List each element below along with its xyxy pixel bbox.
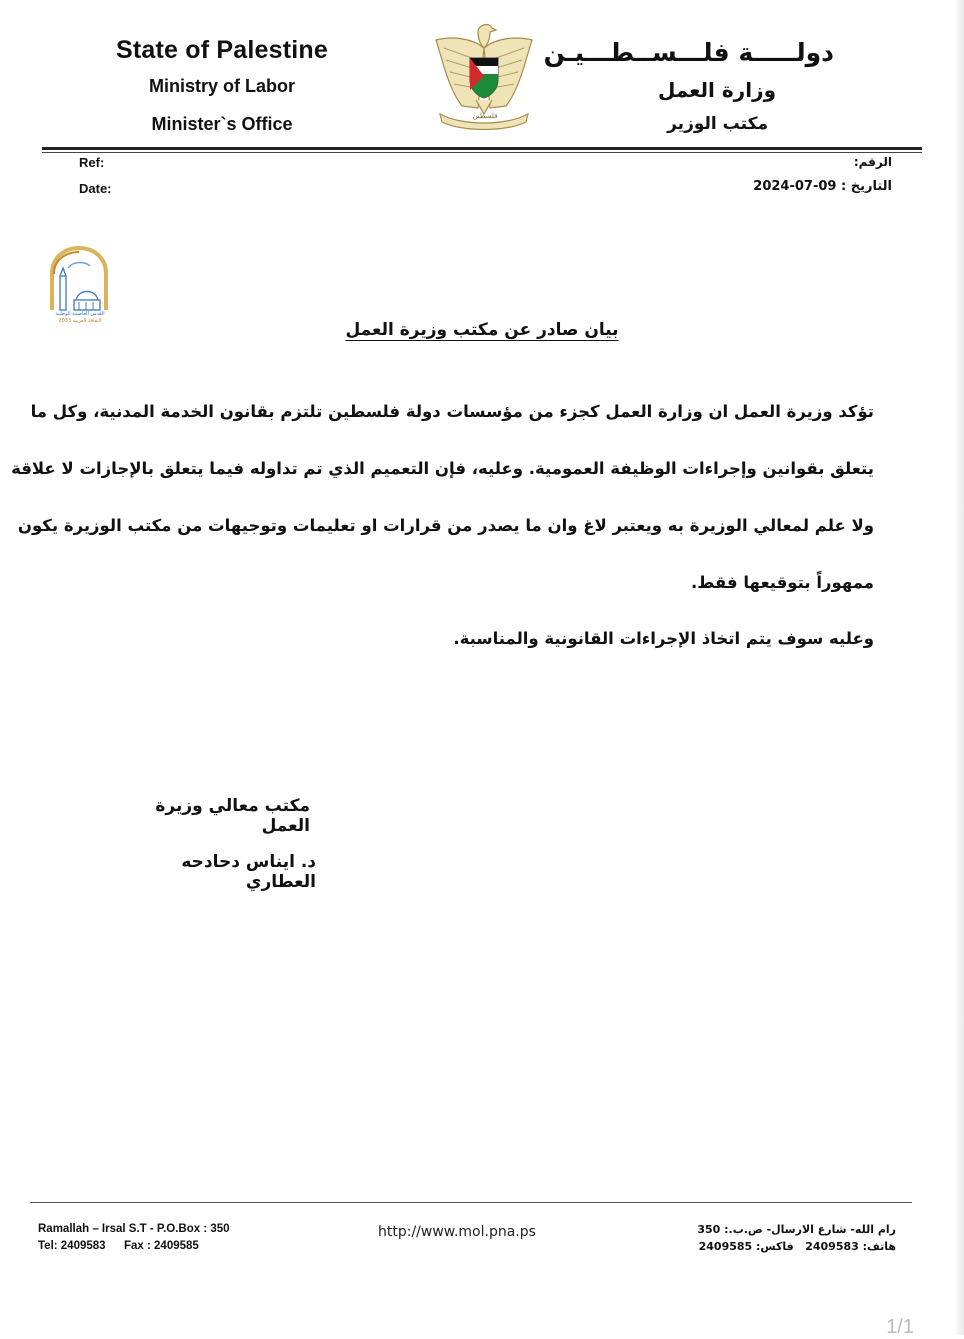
logo-caption-line2: الثقافة العربية 2033 [58, 318, 102, 324]
footer-en-tel: Tel: 2409583 [38, 1240, 106, 1252]
body-line-1: تؤكد وزيرة العمل ان وزارة العمل كجزء من مؤسسات دولة فلسطين تلتزم بقانون الخدمة المدنية، وكل ما [30, 402, 874, 421]
en-state-title: State of Palestine [116, 36, 328, 64]
signature-office: مكتب معالي وزيرة العمل [155, 796, 310, 836]
footer-website-link[interactable]: http://www.mol.pna.ps [378, 1224, 536, 1240]
body-line-3: ولا علم لمعالي الوزيرة به ويعتبر لاغ وان ما يصدر من قرارات او تعليمات وتوجيهات من مكتب الوزيرة يكون [17, 516, 874, 535]
logo-caption-line1: القدس العاصمة الوطنية [55, 311, 105, 317]
body-line-5: وعليه سوف يتم اتخاذ الإجراءات القانونية والمناسبة. [453, 629, 874, 648]
footer-ar-phone: هاتف: 2409583 فاكس: 2409585 [698, 1240, 896, 1253]
ar-ministry-name: وزارة العمل [658, 78, 776, 102]
footer-ar-address: رام الله- شارع الارسال- ص.ب.: 350 [697, 1223, 896, 1236]
footer-en-fax: Fax : 2409585 [124, 1240, 199, 1252]
ar-state-title: دولـــــة فلـــســطـــيـن [543, 38, 834, 67]
ar-ref-label: الرقم: [853, 155, 892, 169]
ref-label: Ref: [79, 155, 105, 170]
viewer-page-edge [954, 0, 964, 1335]
emblem-scroll-text: فلسطين [472, 112, 498, 120]
footer-en-address: Ramallah – Irsal S.T - P.O.Box : 350 [38, 1223, 230, 1235]
signature-name: د. ايناس دحادحه العطاري [181, 852, 316, 892]
date-label: Date: [79, 181, 112, 196]
body-line-2: يتعلق بقوانين وإجراءات الوظيفة العمومية. وعليه، فإن التعميم الذي تم تداوله فيما يتعلق بالإجازات لا علاقة [11, 459, 874, 478]
ar-date: التاريخ : 09-07-2024 [753, 179, 892, 194]
footer-divider [30, 1202, 912, 1203]
body-line-4: ممهوراً بتوقيعها فقط. [691, 573, 874, 592]
page-indicator: 1/1 [886, 1316, 914, 1338]
header-divider-thick [42, 147, 922, 150]
en-ministry-name: Ministry of Labor [148, 76, 295, 96]
header-divider-thin [42, 152, 922, 153]
en-office-name: Minister`s Office [151, 114, 293, 134]
statement-heading: بيان صادر عن مكتب وزيرة العمل [345, 320, 619, 340]
jerusalem-capital-logo-icon [46, 244, 112, 314]
ar-office-name: مكتب الوزير [667, 114, 768, 134]
